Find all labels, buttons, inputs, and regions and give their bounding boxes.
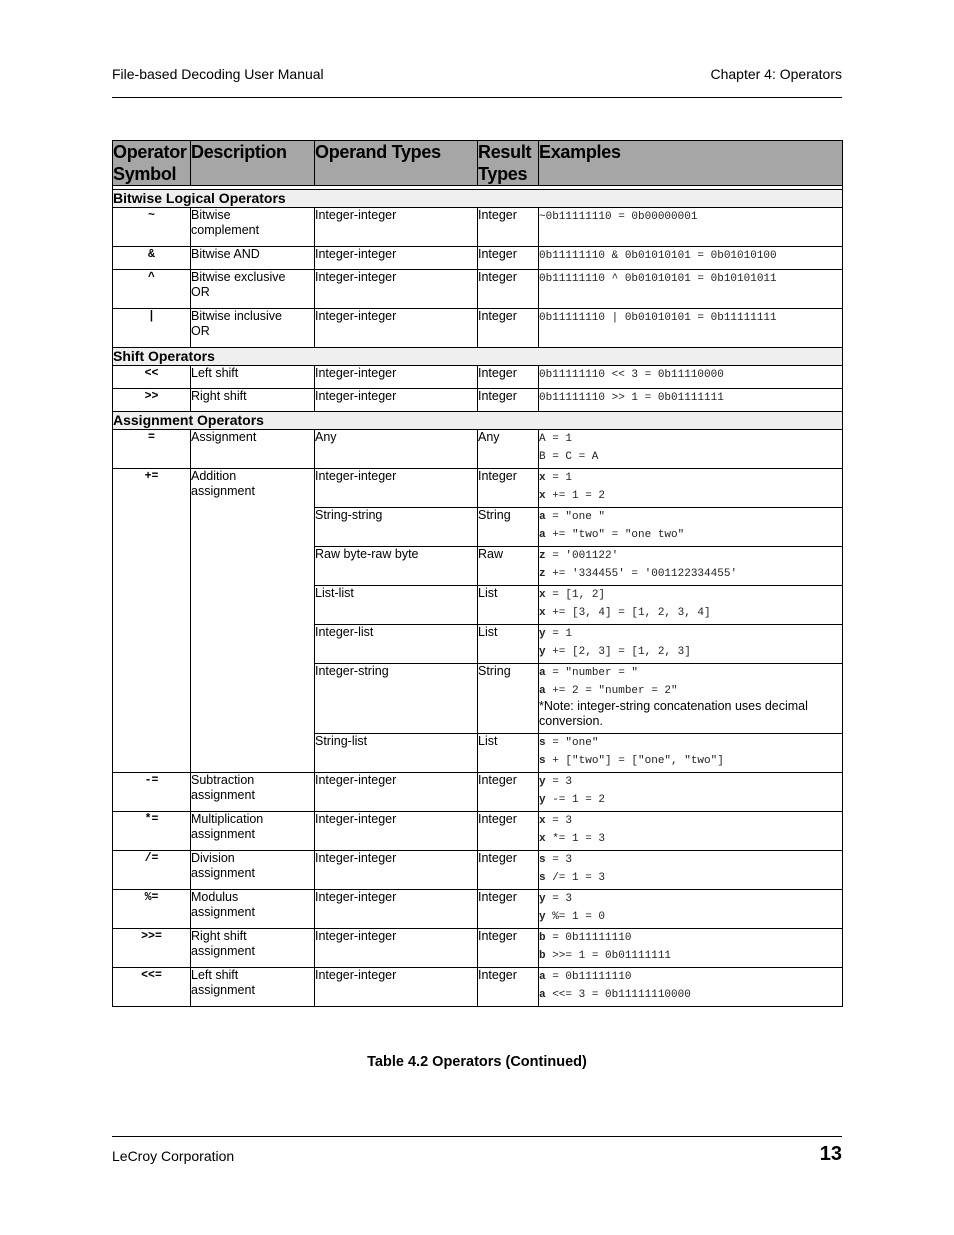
section-assignment: Assignment Operators — [113, 412, 843, 430]
result-types: Integer — [478, 469, 539, 508]
result-types: Integer — [478, 890, 539, 929]
operator-description: Assignment — [191, 430, 315, 469]
operand-types: Integer-integer — [315, 389, 478, 412]
operator-symbol: <<= — [113, 968, 191, 1007]
operator-description: Modulus assignment — [191, 890, 315, 929]
operator-symbol: %= — [113, 890, 191, 929]
operator-symbol: = — [113, 430, 191, 469]
operand-types: Integer-integer — [315, 851, 478, 890]
operand-types: Integer-integer — [315, 309, 478, 348]
footer-company: LeCroy Corporation — [112, 1148, 235, 1164]
operand-types: List-list — [315, 586, 478, 625]
col-header-examples: Examples — [539, 141, 843, 186]
table-row — [113, 247, 843, 270]
operator-symbol: >> — [113, 389, 191, 412]
operator-symbol: *= — [113, 812, 191, 851]
example: 0b11111110 & 0b01010101 = 0b01010100 — [539, 247, 843, 270]
result-types: List — [478, 586, 539, 625]
result-types: Raw — [478, 547, 539, 586]
header-rule — [112, 97, 842, 98]
operand-types: Integer-integer — [315, 773, 478, 812]
table-row — [113, 929, 843, 968]
operator-description: Left shift — [191, 366, 315, 389]
operand-types: Integer-integer — [315, 469, 478, 508]
col-header-description: Description — [191, 141, 315, 186]
table-row — [113, 773, 843, 812]
result-types: Integer — [478, 773, 539, 812]
example: a = "number = " a += 2 = "number = 2" *Note: integer-string concatenation uses decimal conversion. — [539, 664, 843, 734]
table-row — [113, 270, 843, 309]
operand-types: Raw byte-raw byte — [315, 547, 478, 586]
running-header-chapter: Chapter 4: Operators — [710, 66, 842, 82]
operand-types: Integer-integer — [315, 812, 478, 851]
col-header-symbol: Operator Symbol — [113, 141, 191, 186]
result-types: Integer — [478, 247, 539, 270]
running-header-title: File-based Decoding User Manual — [112, 66, 324, 82]
table-header-row — [113, 141, 843, 186]
example: ~0b11111110 = 0b00000001 — [539, 208, 843, 247]
result-types: Integer — [478, 968, 539, 1007]
section-bitwise: Bitwise Logical Operators — [113, 190, 843, 208]
table-row — [113, 851, 843, 890]
operand-types: Integer-integer — [315, 366, 478, 389]
operator-symbol: >>= — [113, 929, 191, 968]
page-number: 13 — [819, 1143, 842, 1165]
operand-types: String-list — [315, 734, 478, 773]
example-note: *Note: integer-string concatenation uses decimal conversion. — [539, 699, 808, 728]
result-types: Integer — [478, 270, 539, 309]
operand-types: String-string — [315, 508, 478, 547]
operator-description: Subtraction assignment — [191, 773, 315, 812]
operand-types: Integer-integer — [315, 929, 478, 968]
operator-symbol: ~ — [113, 208, 191, 247]
operator-description: Multiplication assignment — [191, 812, 315, 851]
operator-symbol: & — [113, 247, 191, 270]
example: x = [1, 2] x += [3, 4] = [1, 2, 3, 4] — [539, 586, 843, 625]
operand-types: Integer-integer — [315, 890, 478, 929]
example: y = 3 y -= 1 = 2 — [539, 773, 843, 812]
table-row — [113, 389, 843, 412]
table-row — [113, 309, 843, 348]
table-row — [113, 208, 843, 247]
result-types: Integer — [478, 389, 539, 412]
result-types: List — [478, 625, 539, 664]
example: a = 0b11111110 a <<= 3 = 0b11111110000 — [539, 968, 843, 1007]
table-row — [113, 968, 843, 1007]
example: 0b11111110 << 3 = 0b11110000 — [539, 366, 843, 389]
result-types: Integer — [478, 812, 539, 851]
result-types: String — [478, 508, 539, 547]
table-row — [113, 890, 843, 929]
example: 0b11111110 >> 1 = 0b01111111 — [539, 389, 843, 412]
example: a = "one " a += "two" = "one two" — [539, 508, 843, 547]
operand-types: Integer-integer — [315, 270, 478, 309]
operator-description: Bitwise complement — [191, 208, 315, 247]
operator-description: Bitwise exclusive OR — [191, 270, 315, 309]
example: s = 3 s /= 1 = 3 — [539, 851, 843, 890]
example: y = 1 y += [2, 3] = [1, 2, 3] — [539, 625, 843, 664]
result-types: Integer — [478, 208, 539, 247]
result-types: Integer — [478, 366, 539, 389]
result-types: List — [478, 734, 539, 773]
operator-description: Division assignment — [191, 851, 315, 890]
operator-symbol: << — [113, 366, 191, 389]
example: y = 3 y %= 1 = 0 — [539, 890, 843, 929]
operand-types: Integer-string — [315, 664, 478, 734]
result-types: Integer — [478, 851, 539, 890]
result-types: Integer — [478, 309, 539, 348]
example: x = 1 x += 1 = 2 — [539, 469, 843, 508]
example: 0b11111110 ^ 0b01010101 = 0b10101011 — [539, 270, 843, 309]
example: s = "one" s + ["two"] = ["one", "two"] — [539, 734, 843, 773]
operator-description: Bitwise inclusive OR — [191, 309, 315, 348]
footer-rule — [112, 1136, 842, 1137]
operator-description: Bitwise AND — [191, 247, 315, 270]
operand-types: Integer-integer — [315, 208, 478, 247]
table-caption: Table 4.2 Operators (Continued) — [367, 1054, 587, 1070]
result-types: Integer — [478, 929, 539, 968]
operand-types: Integer-integer — [315, 247, 478, 270]
operators-table — [112, 140, 843, 1007]
operator-symbol: /= — [113, 851, 191, 890]
operator-symbol: ^ — [113, 270, 191, 309]
table-row — [113, 469, 843, 508]
operator-description: Right shift — [191, 389, 315, 412]
operator-description: Left shift assignment — [191, 968, 315, 1007]
operand-types: Integer-integer — [315, 968, 478, 1007]
example: z = '001122' z += '334455' = '001122334455' — [539, 547, 843, 586]
table-row — [113, 812, 843, 851]
table-row — [113, 366, 843, 389]
table-row — [113, 430, 843, 469]
col-header-operand-types: Operand Types — [315, 141, 478, 186]
operator-symbol: | — [113, 309, 191, 348]
result-types: String — [478, 664, 539, 734]
operand-types: Integer-list — [315, 625, 478, 664]
operand-types: Any — [315, 430, 478, 469]
operator-description: Right shift assignment — [191, 929, 315, 968]
operator-symbol: -= — [113, 773, 191, 812]
example: 0b11111110 | 0b01010101 = 0b11111111 — [539, 309, 843, 348]
example: x = 3 x *= 1 = 3 — [539, 812, 843, 851]
example: A = 1 B = C = A — [539, 430, 843, 469]
section-shift: Shift Operators — [113, 348, 843, 366]
result-types: Any — [478, 430, 539, 469]
operator-description: Addition assignment — [191, 469, 315, 773]
operator-symbol: += — [113, 469, 191, 773]
example: b = 0b11111110 b >>= 1 = 0b01111111 — [539, 929, 843, 968]
col-header-result-types: Result Types — [478, 141, 539, 186]
